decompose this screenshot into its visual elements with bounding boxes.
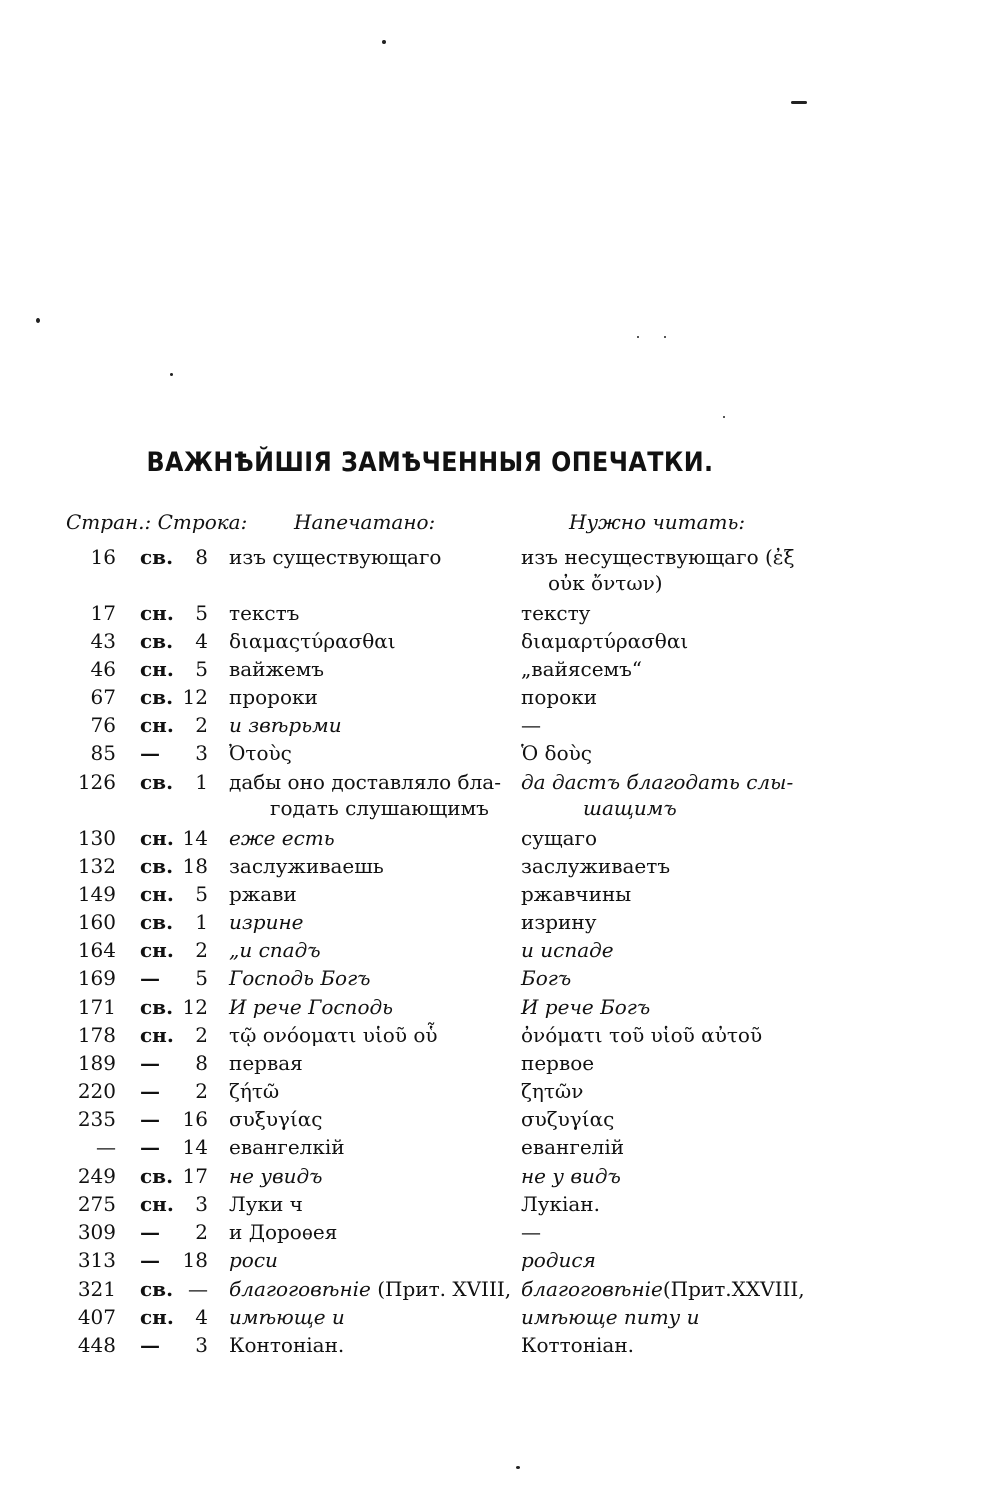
page-number: 309: [77, 1220, 116, 1244]
errata-row: [0, 995, 1000, 1023]
errata-row: [0, 1333, 1000, 1361]
line-direction: сн.: [140, 713, 174, 737]
line-number: 8: [195, 545, 208, 569]
line-direction: сн.: [140, 938, 174, 962]
header-read: Нужно читать:: [569, 510, 746, 534]
printed-text: изъ существующаго: [229, 545, 442, 569]
printed-text: и Дороѳея: [229, 1220, 338, 1244]
page-number: 46: [90, 657, 116, 681]
errata-row-continuation: [0, 796, 1000, 824]
page-number: 235: [77, 1107, 116, 1131]
line-number: 18: [182, 1248, 208, 1272]
read-text: И рече Богъ: [521, 995, 651, 1019]
line-number: 5: [195, 882, 208, 906]
read-text: и испаде: [521, 938, 614, 962]
page-number: 313: [77, 1248, 116, 1272]
line-number: 18: [182, 854, 208, 878]
scan-speck: [723, 416, 725, 418]
errata-row: [0, 1192, 1000, 1220]
read-text: имѣюще питу и: [521, 1305, 700, 1329]
line-number: 3: [195, 1333, 208, 1357]
read-italic-text: благоговѣніе: [521, 1277, 663, 1301]
printed-text: заслуживаешь: [229, 854, 384, 878]
errata-row-continuation: [0, 571, 1000, 599]
line-number: 17: [182, 1164, 208, 1188]
errata-row: [0, 1051, 1000, 1079]
page-number: —: [96, 1135, 116, 1159]
line-number: 14: [182, 826, 208, 850]
line-direction: —: [140, 1051, 160, 1075]
printed-rest-text: (Прит. XVIII,: [370, 1277, 512, 1301]
page-number: 169: [77, 966, 116, 990]
read-text-continuation: οὐκ ὄντων): [548, 571, 663, 595]
page-number: 407: [77, 1305, 116, 1329]
read-text: тексту: [521, 601, 591, 625]
printed-text: ζήτῶ: [229, 1079, 280, 1103]
printed-text: евангелкій: [229, 1135, 345, 1159]
line-number: 5: [195, 966, 208, 990]
errata-row: [0, 741, 1000, 769]
printed-italic-text: благоговѣніе: [229, 1277, 371, 1301]
scan-speck: [516, 1466, 520, 1469]
errata-row: [0, 1164, 1000, 1192]
line-direction: св.: [140, 1277, 174, 1301]
printed-text: συξυγίας: [229, 1107, 323, 1131]
line-number: —: [188, 1277, 208, 1301]
line-direction: сн.: [140, 657, 174, 681]
page-number: 130: [77, 826, 116, 850]
errata-row: [0, 938, 1000, 966]
printed-text: пророки: [229, 685, 318, 709]
printed-text: ржави: [229, 882, 297, 906]
errata-row: [0, 854, 1000, 882]
line-direction: св.: [140, 995, 174, 1019]
page-number: 178: [77, 1023, 116, 1047]
read-text: [521, 1277, 805, 1301]
line-direction: сн.: [140, 1305, 174, 1329]
line-direction: св.: [140, 545, 174, 569]
read-text: пороки: [521, 685, 598, 709]
errata-row: [0, 1220, 1000, 1248]
printed-text: Контоніан.: [229, 1333, 345, 1357]
line-number: 5: [195, 657, 208, 681]
line-number: 3: [195, 1192, 208, 1216]
line-number: 4: [195, 629, 208, 653]
errata-row: [0, 1023, 1000, 1051]
line-number: 2: [195, 1023, 208, 1047]
read-text: Коттоніан.: [521, 1333, 635, 1357]
line-direction: св.: [140, 629, 174, 653]
line-direction: св.: [140, 910, 174, 934]
printed-text: Луки ч: [229, 1192, 303, 1216]
read-text: —: [521, 713, 541, 737]
page-number: 149: [77, 882, 116, 906]
printed-text: роси: [229, 1248, 278, 1272]
line-direction: св.: [140, 854, 174, 878]
printed-text: еже есть: [229, 826, 335, 850]
read-text: Ὁ δοὺς: [521, 741, 592, 765]
read-text: не у видъ: [521, 1164, 621, 1188]
page-number: 43: [90, 629, 116, 653]
line-direction: —: [140, 1248, 160, 1272]
page-number: 189: [77, 1051, 116, 1075]
errata-row: [0, 910, 1000, 938]
printed-text: Ὀτοὺς: [229, 741, 292, 765]
printed-text: вайжемъ: [229, 657, 325, 681]
read-text: Богъ: [521, 966, 572, 990]
line-number: 1: [195, 770, 208, 794]
line-direction: —: [140, 1079, 160, 1103]
read-text: изрину: [521, 910, 597, 934]
printed-text: διαμαςτύρασθαι: [229, 629, 396, 653]
line-number: 16: [182, 1107, 208, 1131]
line-number: 8: [195, 1051, 208, 1075]
page-number: 17: [90, 601, 116, 625]
errata-row: [0, 657, 1000, 685]
read-text: изъ несуществующаго (ἐξ: [521, 545, 795, 569]
scan-speck: [382, 40, 386, 44]
page-number: 275: [77, 1192, 116, 1216]
read-text: родися: [521, 1248, 596, 1272]
line-direction: сн.: [140, 826, 174, 850]
errata-row: [0, 713, 1000, 741]
read-text: συζυγίας: [521, 1107, 615, 1131]
read-text: да дастъ благодать слы-: [521, 770, 794, 794]
errata-row: [0, 1135, 1000, 1163]
line-direction: сн.: [140, 1192, 174, 1216]
line-number: 14: [182, 1135, 208, 1159]
page-number: 220: [77, 1079, 116, 1103]
line-number: 2: [195, 1079, 208, 1103]
errata-row: [0, 629, 1000, 657]
line-number: 4: [195, 1305, 208, 1329]
errata-row: [0, 770, 1000, 798]
printed-text: изрине: [229, 910, 304, 934]
line-direction: сн.: [140, 601, 174, 625]
scan-speck: [791, 101, 807, 104]
printed-text: первая: [229, 1051, 303, 1075]
read-text: евангелій: [521, 1135, 625, 1159]
line-direction: —: [140, 1135, 160, 1159]
errata-row: [0, 685, 1000, 713]
read-text-continuation: шащимъ: [583, 796, 677, 820]
line-number: 12: [182, 995, 208, 1019]
line-direction: сн.: [140, 882, 174, 906]
printed-text: И рече Господь: [229, 995, 394, 1019]
page-number: 321: [77, 1277, 116, 1301]
line-direction: —: [140, 1220, 160, 1244]
line-number: 1: [195, 910, 208, 934]
scan-speck: [170, 373, 173, 376]
line-direction: св.: [140, 1164, 174, 1188]
line-direction: —: [140, 741, 160, 765]
read-text: —: [521, 1220, 541, 1244]
page-title: ВАЖНѢЙШІЯ ЗАМѢЧЕННЫЯ ОПЕЧАТКИ.: [146, 447, 714, 478]
printed-text: не увидъ: [229, 1164, 323, 1188]
read-rest-text: (Прит.XXVIII,: [662, 1277, 805, 1301]
page-number: 16: [90, 545, 116, 569]
errata-row: [0, 1248, 1000, 1276]
read-text: Лукіан.: [521, 1192, 600, 1216]
line-direction: —: [140, 1107, 160, 1131]
read-text: ржавчины: [521, 882, 632, 906]
printed-text-continuation: годать слушающимъ: [270, 796, 489, 820]
errata-row: [0, 545, 1000, 573]
line-number: 3: [195, 741, 208, 765]
errata-row: [0, 1277, 1000, 1305]
scan-speck: [36, 318, 40, 323]
printed-text: текстъ: [229, 601, 300, 625]
header-printed: Напечатано:: [294, 510, 436, 534]
line-number: 5: [195, 601, 208, 625]
errata-row: [0, 882, 1000, 910]
read-text: ὀνόματι τοῦ υἱοῦ αὐτοῦ: [521, 1023, 763, 1047]
errata-row: [0, 966, 1000, 994]
printed-text: τῷ ονόοματι υἱοῦ οὗ: [229, 1023, 438, 1047]
line-number: 12: [182, 685, 208, 709]
line-direction: сн.: [140, 1023, 174, 1047]
line-direction: св.: [140, 770, 174, 794]
read-text: διαμαρτύρασθαι: [521, 629, 689, 653]
page-number: 85: [90, 741, 116, 765]
errata-row: [0, 1079, 1000, 1107]
errata-row: [0, 601, 1000, 629]
read-text: сущаго: [521, 826, 598, 850]
line-direction: —: [140, 1333, 160, 1357]
scan-speck: [664, 336, 666, 338]
line-number: 2: [195, 938, 208, 962]
line-number: 2: [195, 1220, 208, 1244]
errata-row: [0, 1107, 1000, 1135]
printed-text: дабы оно доставляло бла-: [229, 770, 501, 794]
read-text: первое: [521, 1051, 595, 1075]
header-page-line: Стран.: Строка:: [66, 510, 248, 534]
line-direction: —: [140, 966, 160, 990]
read-text: „вайясемъ“: [521, 657, 643, 681]
page-number: 249: [77, 1164, 116, 1188]
scan-speck: [637, 336, 639, 338]
page-number: 448: [77, 1333, 116, 1357]
errata-row: [0, 1305, 1000, 1333]
printed-text: и звѣрьми: [229, 713, 342, 737]
page-number: 160: [77, 910, 116, 934]
printed-text: [229, 1277, 511, 1301]
line-direction: св.: [140, 685, 174, 709]
line-number: 2: [195, 713, 208, 737]
printed-text: Господь Богъ: [229, 966, 371, 990]
page-number: 76: [90, 713, 116, 737]
read-text: ζητῶν: [521, 1079, 584, 1103]
printed-text: имѣюще и: [229, 1305, 345, 1329]
page-number: 126: [77, 770, 116, 794]
page-number: 171: [77, 995, 116, 1019]
errata-row: [0, 826, 1000, 854]
read-text: заслуживаетъ: [521, 854, 671, 878]
page-number: 67: [90, 685, 116, 709]
page-number: 132: [77, 854, 116, 878]
page-number: 164: [77, 938, 116, 962]
printed-text: „и спадъ: [229, 938, 321, 962]
